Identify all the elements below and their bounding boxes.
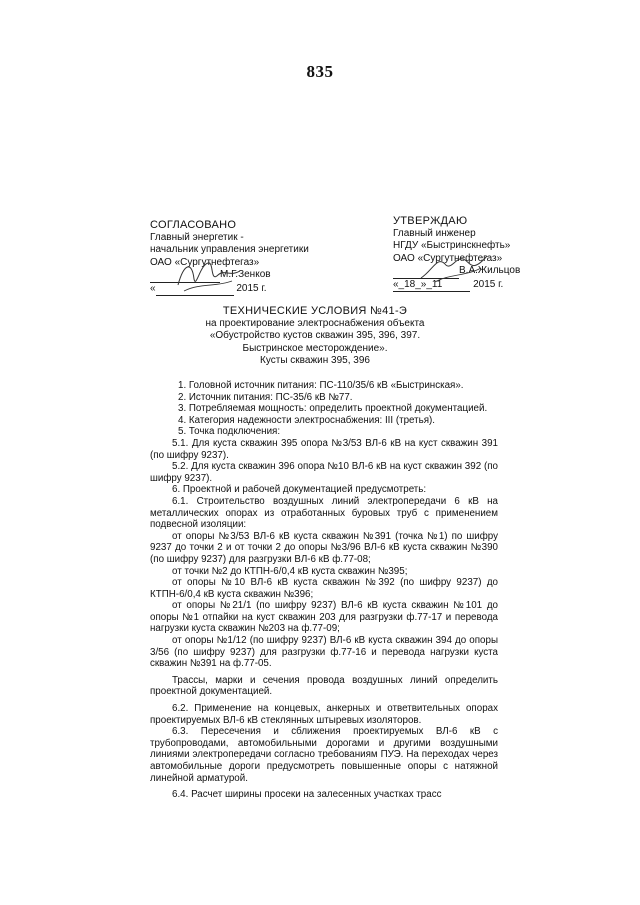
approved-position-line1: Главный инженер bbox=[393, 227, 476, 239]
approved-date-year: 2015 г. bbox=[473, 278, 504, 290]
approved-signature-line bbox=[393, 265, 520, 279]
approved-signer-name: В.А.Жильцов bbox=[459, 265, 521, 276]
item-6: 6. Проектной и рабочей документацией предусмотреть: bbox=[172, 484, 427, 496]
approval-block-approved bbox=[393, 215, 520, 292]
item-6-1-e: от опоры №1/12 (по шифру 9237) ВЛ-6 кВ куста скважин 394 до опоры 3/56 (по шифру 9237) для разгрузки ф.77-16 и перевода нагрузки куста скважин №391 на ф.77-05. bbox=[150, 635, 498, 670]
agreed-heading: СОГЛАСОВАНО bbox=[150, 219, 237, 231]
document-title: ТЕХНИЧЕСКИЕ УСЛОВИЯ №41-Э bbox=[222, 305, 408, 317]
item-6-1-d: от опоры №21/1 (по шифру 9237) ВЛ-6 кВ куста скважин №101 до опоры №1 отпайки на куст скважин 203 для разгрузки ф.77-17 и перевода нагрузки куста скважин №203 на ф.77-09; bbox=[150, 600, 498, 635]
page-number: 835 bbox=[306, 62, 334, 81]
approved-signature-blank bbox=[393, 265, 459, 279]
approved-date-line bbox=[393, 279, 520, 293]
approved-position-line2: НГДУ «Быстринскнефть» bbox=[393, 240, 511, 251]
agreed-company: ОАО «Сургутнефтегаз» bbox=[150, 256, 260, 268]
item-5-2: 5.2. Для куста скважин 396 опора №10 ВЛ-6 кВ на куст скважин 392 (по шифру 9237). bbox=[150, 461, 498, 484]
item-5: 5. Точка подключения: bbox=[178, 426, 281, 438]
agreed-date-year: 2015 г. bbox=[236, 282, 267, 294]
item-2: 2. Источник питания: ПС-35/6 кВ №77. bbox=[178, 391, 353, 403]
document-subtitle-line2: «Обустройство кустов скважин 395, 396, 397. bbox=[209, 330, 421, 341]
document-body bbox=[150, 380, 498, 801]
agreed-date-blank bbox=[156, 283, 234, 297]
agreed-signature-blank bbox=[150, 269, 220, 283]
agreed-position-line1: Главный энергетик - bbox=[150, 231, 244, 243]
agreed-date-line bbox=[150, 283, 309, 297]
agreed-signature-line bbox=[150, 269, 309, 283]
item-1: 1. Головной источник питания: ПС-110/35/6 кВ «Быстринская». bbox=[178, 380, 464, 391]
item-3: 3. Потребляемая мощность: определить проектной документацией. bbox=[178, 403, 488, 415]
approved-heading: УТВЕРЖДАЮ bbox=[393, 215, 468, 227]
item-6-1: 6.1. Строительство воздушных линий электропередачи 6 кВ на металлических опорах из отработанных буровых труб с применением подвесной изоляции: bbox=[150, 495, 498, 531]
item-6-1-b: от точки №2 до КТПН-6/0,4 кВ куста скважин №395; bbox=[172, 565, 408, 577]
item-routes: Трассы, марки и сечения провода воздушных линий определить проектной документацией. bbox=[150, 674, 498, 698]
item-6-4: 6.4. Расчет ширины просеки на залесенных участках трасс bbox=[172, 789, 442, 801]
document-title-block bbox=[140, 305, 490, 368]
document-subtitle-line4: Кусты скважин 395, 396 bbox=[260, 355, 370, 366]
approval-block-agreed bbox=[150, 219, 309, 296]
item-6-3: 6.3. Пересечения и сближения проектируемых ВЛ-6 кВ с трубопроводами, автомобильными дорогами и другими воздушными линиями электропередачи согласно требованиям ПУЭ. На переходах через автомобильные дороги предусмотреть повышенные опоры с натяжной линейной арматурой. bbox=[150, 726, 498, 784]
approved-date-day: «_18_»_11 bbox=[393, 279, 442, 293]
approved-company: ОАО «Сургутнефтегаз» bbox=[393, 252, 503, 264]
item-4: 4. Категория надежности электроснабжения: III (третья). bbox=[178, 414, 436, 426]
document-subtitle-line1: на проектирование электроснабжения объекта bbox=[205, 317, 425, 329]
item-5-1: 5.1. Для куста скважин 395 опора №3/53 ВЛ-6 кВ на куст скважин 391 (по шифру 9237). bbox=[150, 437, 498, 461]
agreed-date-prefix: « bbox=[150, 282, 156, 294]
item-6-1-a: от опоры №3/53 ВЛ-6 кВ куста скважин №391 (точка №1) по шифру 9237 до точки 2 и от точки 2 до опоры №3/96 ВЛ-6 кВ куста скважин №390 (по шифру 9237) для разгрузки ВЛ-6 кВ ф.77-08; bbox=[150, 530, 498, 565]
agreed-position-line2: начальник управления энергетики bbox=[150, 244, 309, 255]
item-6-1-c: от опоры №10 ВЛ-6 кВ куста скважин №392 (по шифру 9237) до КТПН-6/0,4 кВ куста скважин №396; bbox=[150, 577, 498, 600]
agreed-signer-name: М.Г.Зенков bbox=[220, 269, 271, 280]
approved-date-blank bbox=[442, 279, 470, 293]
item-6-2: 6.2. Применение на концевых, анкерных и ответвительных опорах проектируемых ВЛ-6 кВ стеклянных штыревых изоляторов. bbox=[150, 703, 498, 726]
document-subtitle-line3: Быстринское месторождение». bbox=[242, 342, 388, 354]
